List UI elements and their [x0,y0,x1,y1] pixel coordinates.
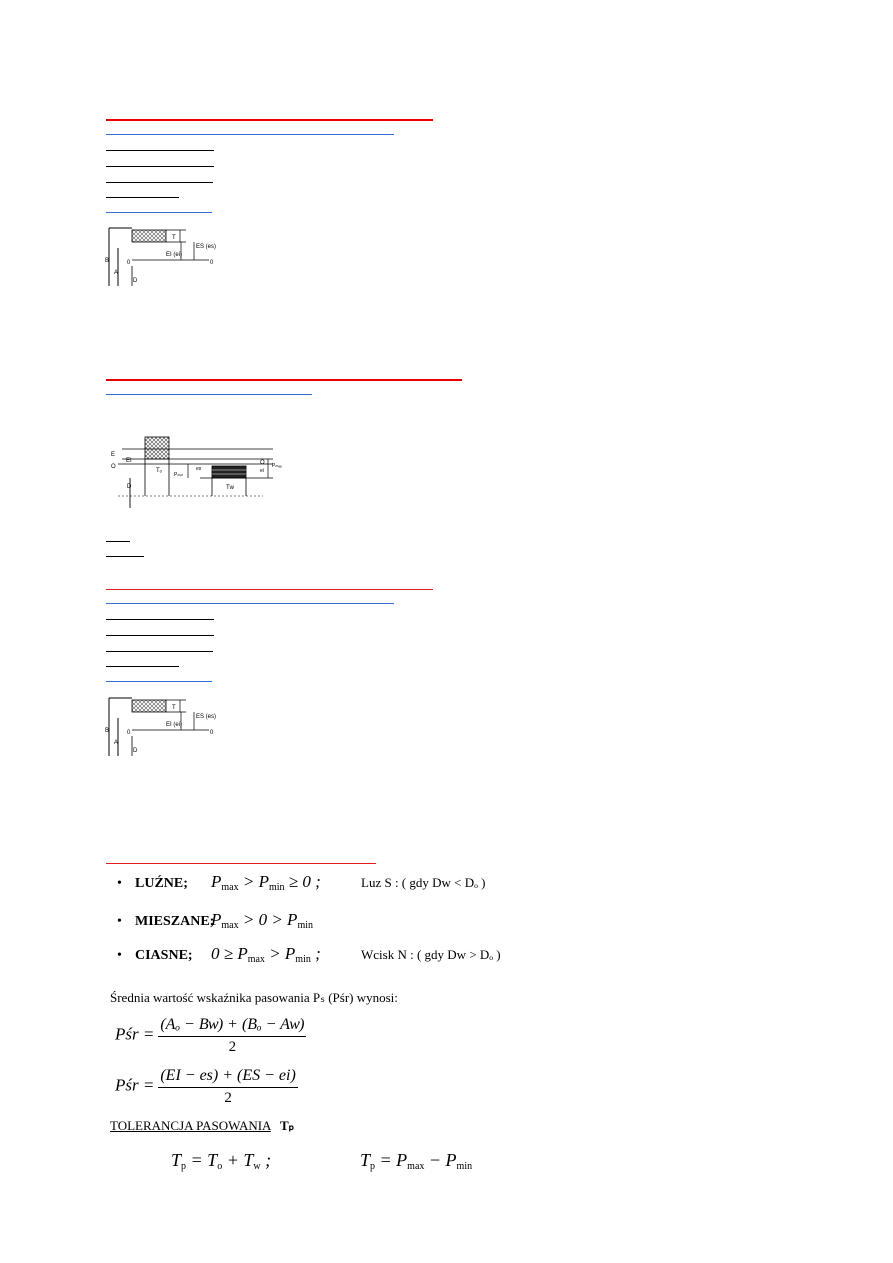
fit-term: LUŹNE; [135,876,188,891]
fit-label-EI: EI [126,458,132,464]
bullet-icon: • [117,914,122,929]
formula-lhs: Pśr = [115,1075,155,1095]
fit-label-O-right: O [260,460,265,466]
label-B: B [105,258,110,264]
heading-underline-1 [106,119,433,121]
heading-underline-3 [106,589,433,590]
fit-note: Luz S : ( gdy Dᴡ < Dₒ ) [361,875,486,890]
label-D: D [133,278,138,284]
link-underline-3b[interactable] [106,619,214,620]
label-D-2: D [133,748,138,754]
formula-numerator: (EI − es) + (ES − ei) [158,1067,297,1088]
fit-label-Pmin: Pₘᵢₙ [174,472,184,478]
link-underline-1b[interactable] [106,150,214,151]
fit-label-D: D [127,484,132,490]
label-ES-2: ES (es) [196,714,217,720]
link-underline-2c[interactable] [106,556,144,557]
link-underline-1d[interactable] [106,182,213,183]
tolerance-heading-row [110,1118,294,1134]
fit-label-E: E [111,452,116,458]
label-zero-right: 0 [210,260,214,266]
formula-numerator: (Aₒ − Bᴡ) + (Bₒ − Aᴡ) [158,1016,306,1037]
fit-note: Wcisk N : ( gdy Dᴡ > Dₒ ) [361,947,501,962]
fit-label-Pmax: Pₘₐₓ [272,463,282,469]
average-description: Średnia wartość wskaźnika pasowania Pₛ (Pśr) wynosi: [110,990,398,1005]
link-underline-2a[interactable] [106,394,312,395]
fit-term: MIESZANE; [135,914,215,929]
fit-label-es: es [196,466,202,472]
fit-condition: $P_{max} > 0 > P_{min}$ [211,910,313,931]
fit-label-Tw: Tᴡ [226,485,234,491]
tolerance-formula-b: $T_p = P_{max} - P_{min}$ [360,1150,473,1172]
link-underline-3e[interactable] [106,666,179,667]
formula-denominator: 2 [224,1090,232,1106]
link-underline-1c[interactable] [106,166,214,167]
tolerance-symbol: Tₚ [279,1118,295,1133]
label-T: T [172,235,176,241]
formula-average-2 [115,1067,298,1107]
fit-diagram [108,434,298,510]
tolerance-heading: TOLERANCJA PASOWANIA [110,1118,271,1133]
link-underline-3c[interactable] [106,635,214,636]
link-underline-3f[interactable] [106,681,212,682]
link-underline-3d[interactable] [106,651,213,652]
formula-fraction [158,1016,306,1056]
fit-label-ei: ei [260,468,264,474]
link-underline-2b[interactable] [106,541,130,542]
link-underline-3a[interactable] [106,603,394,604]
label-ES: ES (es) [196,244,217,250]
fit-label-O: O [111,464,116,470]
label-A-2: A [114,740,119,746]
label-zero-left: 0 [127,260,131,266]
label-EI: EI (ei) [166,252,183,258]
heading-underline-4 [106,863,376,864]
formula-average-1 [115,1016,306,1056]
label-zero-left-2: 0 [127,730,131,736]
tolerance-formula-a: $T_p = T_o + T_w$ ; [171,1150,272,1172]
fit-condition: $P_{max} > P_{min} \ge 0$ ; [211,872,321,893]
label-B-2: B [105,728,110,734]
label-T-2: T [172,705,176,711]
formula-fraction [158,1067,297,1107]
link-underline-1e[interactable] [106,197,179,198]
tolerance-diagram-1 [104,224,224,290]
formula-lhs: Pśr = [115,1024,155,1044]
fit-label-To: Tₒ [156,468,162,474]
fit-type-luzne [117,872,485,898]
tolerance-diagram-2 [104,694,224,760]
fit-term: CIASNE; [135,948,193,963]
fit-type-ciasne [117,944,501,970]
label-A: A [114,270,119,276]
formula-denominator: 2 [228,1039,237,1055]
bullet-icon: • [117,948,122,963]
label-zero-right-2: 0 [210,730,214,736]
link-underline-1f[interactable] [106,212,212,213]
fit-type-mieszane [117,910,313,936]
link-underline-1a[interactable] [106,134,394,135]
heading-underline-2 [106,379,462,381]
bullet-icon: • [117,876,122,891]
fit-condition: $0 \ge P_{max} > P_{min}$ ; [211,944,321,965]
label-EI-2: EI (ei) [166,722,183,728]
